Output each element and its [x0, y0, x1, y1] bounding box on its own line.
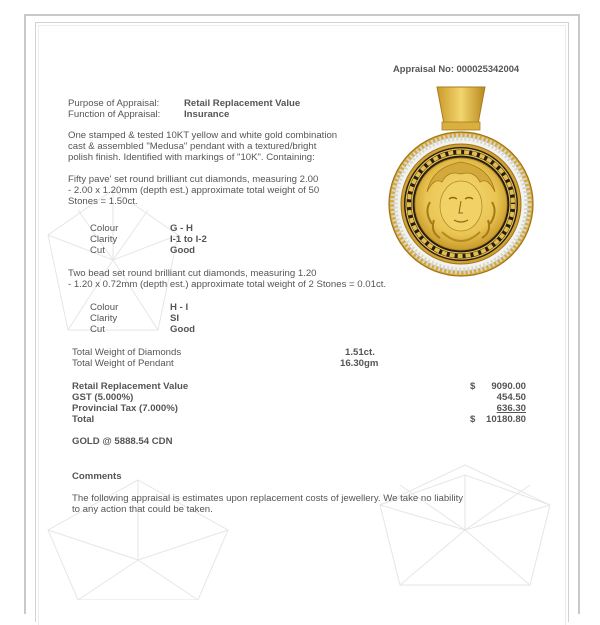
description-line-1: One stamped & tested 10KT yellow and white gold combination — [68, 130, 338, 141]
stones1-line-3: Stones = 1.50ct. — [68, 196, 138, 207]
stones1-line-1: Fifty pave' set round brilliant cut diamonds, measuring 2.00 — [68, 174, 319, 185]
price-total-label: Total — [72, 414, 95, 425]
appraisal-number: Appraisal No: 000025342004 — [393, 63, 520, 74]
description-line-3: polish finish. Identified with markings of "10K". Containing: — [68, 152, 315, 163]
stones2-clarity-label: Clarity — [90, 313, 118, 324]
stones1-clarity-value: I-1 to I-2 — [170, 234, 207, 245]
price-rrv-value: 9090.00 — [491, 381, 526, 392]
comments-heading: Comments — [72, 471, 122, 482]
gold-price: GOLD @ 5888.54 CDN — [72, 436, 173, 447]
stones1-colour-value: G - H — [170, 223, 193, 234]
price-rrv-currency: $ — [470, 381, 476, 392]
watermark-diamond-bottom-right — [370, 455, 560, 600]
price-total-currency: $ — [470, 414, 476, 425]
stones2-colour-label: Colour — [90, 302, 119, 313]
stones1-cut-value: Good — [170, 245, 196, 256]
price-gst-label: GST (5.000%) — [72, 392, 134, 403]
stones2-line-2: - 1.20 x 0.72mm (depth est.) approximate total weight of 2 Stones = 0.01ct. — [68, 279, 387, 290]
price-pst-label: Provincial Tax (7.000%) — [72, 403, 178, 414]
stones2-clarity-value: SI — [170, 313, 180, 324]
watermark-diamond-bottom-left — [38, 470, 238, 600]
total-pendant-weight-value: 16.30gm — [340, 358, 379, 369]
stones2-line-1: Two bead set round brilliant cut diamonds, measuring 1.20 — [68, 268, 317, 279]
medusa-pendant-image — [382, 82, 552, 277]
stones1-clarity-label: Clarity — [90, 234, 118, 245]
function-label: Function of Appraisal: — [68, 109, 161, 120]
stones2-cut-value: Good — [170, 324, 196, 335]
purpose-value: Retail Replacement Value — [184, 98, 301, 109]
function-value: Insurance — [184, 109, 230, 120]
price-rrv-label: Retail Replacement Value — [72, 381, 189, 392]
total-diamond-weight-label: Total Weight of Diamonds — [72, 347, 182, 358]
stones1-colour-label: Colour — [90, 223, 119, 234]
stones2-colour-value: H - I — [170, 302, 189, 313]
price-gst-value: 454.50 — [496, 392, 526, 403]
price-pst-value: 636.30 — [496, 403, 526, 414]
stones1-cut-label: Cut — [90, 245, 105, 256]
total-pendant-weight-label: Total Weight of Pendant — [72, 358, 174, 369]
stones2-cut-label: Cut — [90, 324, 105, 335]
stones1-line-2: - 2.00 x 1.20mm (depth est.) approximate total weight of 50 — [68, 185, 320, 196]
purpose-label: Purpose of Appraisal: — [68, 98, 160, 109]
total-diamond-weight-value: 1.51ct. — [345, 347, 375, 358]
price-total-value: 10180.80 — [485, 414, 526, 425]
comments-line-2: to any action that could be taken. — [72, 504, 213, 515]
comments-line-1: The following appraisal is estimates upon replacement costs of jewellery. We take no liability — [72, 493, 464, 504]
description-line-2: cast & assembled "Medusa" pendant with a textured/bright — [68, 141, 317, 152]
